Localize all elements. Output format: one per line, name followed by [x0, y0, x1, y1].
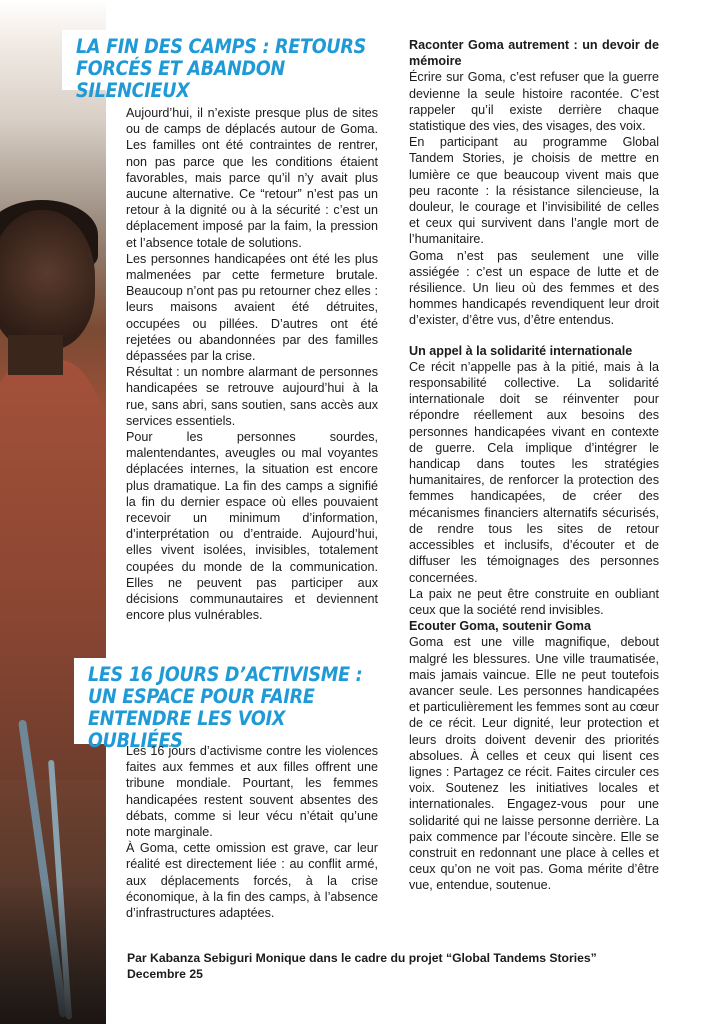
- heading-text: LES 16 JOURS D’ACTIVISME : UN ESPACE POUR FAIRE ENTENDRE LES VOIX OUBLIÉES: [88, 663, 363, 752]
- byline-date: Decembre 25: [127, 967, 203, 981]
- paragraph: Résultat : un nombre alarmant de personnes handicapées se retrouve aujourd’hui à la rue, sans abri, sans soutien, sans accès aux services essentiels.: [126, 365, 378, 428]
- heading-text: LA FIN DES CAMPS : RETOURS FORCÉS ET ABANDON SILENCIEUX: [76, 35, 366, 102]
- paragraph: Ce récit n’appelle pas à la pitié, mais à la responsabilité collective. La solidarité internationale doit se réinventer pour répondre réellement aux besoins des personnes handicapées vivant en contexte de guerre. Cela implique d’intégrer le handicap dans toutes les stratégies humanitaires, de renforcer la protection des femmes handicapées, de créer des mécanismes financiers alternatifs sécurisés, de rendre tous les sites de retour accessibles et inclusifs, d’écouter et de diffuser les témoignages des personnes concernées.: [409, 359, 659, 585]
- left-column-bottom: [126, 743, 378, 921]
- byline-author: Par Kabanza Sebiguri Monique dans le cadre du projet “Global Tandems Stories”: [127, 951, 597, 965]
- section-title-solidarite: Un appel à la solidarité internationale: [409, 343, 633, 358]
- paragraph: Les personnes handicapées ont été les plus malmenées par cette fermeture brutale. Beaucoup n’ont pas pu retourner chez elles : leurs maisons avaient été détruites, occupées ou pillées. D’autres ont été rejetées ou abandonnées par des familles dépassées par la crise.: [126, 251, 378, 364]
- byline: [127, 950, 687, 982]
- paragraph: Pour les personnes sourdes, malentendantes, aveugles ou mal voyantes déplacées internes, la situation est encore plus dramatique. La fin des camps a signifié la fin du dernier espace où elles pouvaient recevoir un minimum d’information, d’interprétation ou d’entraide. Aujourd’hui, elles vivent isolées, invisibles, totalement coupées du monde de la communication. Elles ne peuvent pas participer aux décisions communautaires et deviennent encore plus vulnérables.: [126, 430, 378, 623]
- paragraph: Goma est une ville magnifique, debout malgré les blessures. Une ville traumatisée, mais jamais vaincue. Elle ne peut toutefois avancer seule. Les personnes handicapées et particulièrement les femmes sont au cœur de ce récit. Leur dignité, leur protection et leurs droits doivent devenir des priorités absolues. À celles et ceux qui lisent ces lignes : Partagez ce récit. Faites circuler ces voix. Soutenez les initiatives locales et internationales. Engagez-vous pour une solidarité qui ne laisse personne derrière. La paix commence par l’écoute sincère. Elle se construit en redonnant une place à celles et ceux qu’on ne voit pas. Goma mérite d’être vue, entendue, soutenue.: [409, 635, 659, 893]
- right-column: [409, 37, 659, 894]
- paragraph: En participant au programme Global Tandem Stories, je choisis de mettre en lumière ce que beaucoup vivent mais que peu raconte : la résistance silencieuse, la douleur, le courage et l’invisibilité de celles et ceux qui survivent dans l’angle mort de l’humanitaire.: [409, 135, 659, 247]
- heading-fin-des-camps: [62, 30, 404, 102]
- section-title-memoire: Raconter Goma autrement : un devoir de mémoire: [409, 38, 659, 69]
- woman-photo: [0, 0, 106, 1024]
- paragraph: Goma n’est pas seulement une ville assiégée : c’est un espace de lutte et de résilience. Un lieu où des femmes et des hommes handicapés revendiquent leur droit d’exister, d’être vus, d’être entendus.: [409, 248, 659, 328]
- paragraph: Les 16 jours d’activisme contre les violences faites aux femmes et aux filles offrent une tribune mondiale. Pourtant, les femmes handicapées restent souvent absentes des débats, comme si leur vécu n’était qu’une note marginale.: [126, 744, 378, 840]
- paragraph: Aujourd’hui, il n’existe presque plus de sites ou de camps de déplacés autour de Goma. Les familles ont été contraintes de rentrer, non pas parce que les conditions étaient favorables, mais parce qu’il n’y avait plus aucune alternative. Ce “retour” n’est pas un retour à la dignité ou à la sécurité : c’est un déplacement imposé par la faim, la pression et l’absence totale de solutions.: [126, 106, 378, 250]
- heading-16-jours: [74, 658, 394, 752]
- section-title-ecouter-goma: Ecouter Goma, soutenir Goma: [409, 619, 591, 634]
- left-column-top: [126, 105, 378, 624]
- paragraph: La paix ne peut être construite en oubliant ceux que la société rend invisibles.: [409, 586, 659, 617]
- paragraph: À Goma, cette omission est grave, car leur réalité est directement liée : au conflit armé, aux déplacements forcés, à la crise économique, à la fin des camps, à l’absence d’infrastructures adaptées.: [126, 841, 378, 921]
- paragraph: Écrire sur Goma, c’est refuser que la guerre devienne la seule histoire racontée. C’est rappeler qu’il existe derrière chaque statistique des vies, des visages, des voix.: [409, 70, 659, 134]
